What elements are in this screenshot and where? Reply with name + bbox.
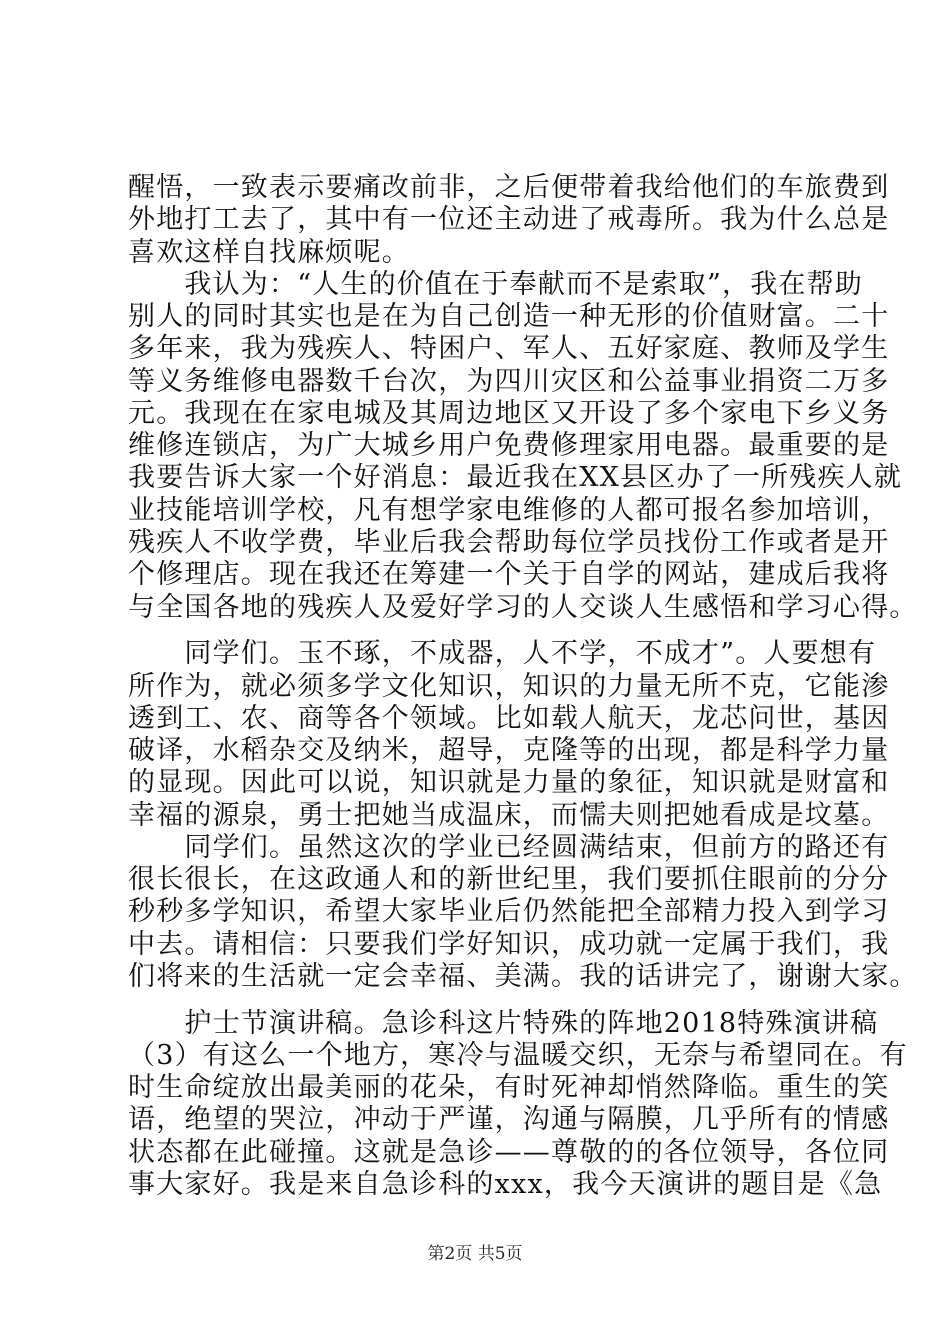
text-line: 同学们。虽然这次的学业已经圆满结束，但前方的路还有 bbox=[128, 832, 890, 863]
text-line: 秒秒多学知识，希望大家毕业后仍然能把全部精力投入到学习 bbox=[128, 896, 890, 927]
text-line: 残疾人不收学费，毕业后我会帮助每位学员找份工作或者是开 bbox=[128, 527, 890, 558]
text-line: 个修理店。现在我还在筹建一个关于自学的网站，建成后我将 bbox=[128, 559, 890, 590]
text-line: 所作为，就必须多学文化知识，知识的力量无所不克，它能渗 bbox=[128, 671, 890, 702]
text-line: 等义务维修电器数千台次，为四川灾区和公益事业捐资二万多 bbox=[128, 366, 890, 397]
text-line: 业技能培训学校，凡有想学家电维修的人都可报名参加培训， bbox=[128, 495, 890, 526]
text-line: 中去。请相信：只要我们学好知识，成功就一定属于我们，我 bbox=[128, 929, 890, 960]
page-number-footer: 第2页 共5页 bbox=[427, 1244, 523, 1264]
text-line: 同学们。玉不琢，不成器，人不学，不成才”。人要想有 bbox=[128, 638, 877, 669]
text-line: 维修连锁店，为广大城乡用户免费修理家用电器。最重要的是 bbox=[128, 430, 890, 461]
text-line: 喜欢这样自找麻烦呢。 bbox=[128, 237, 410, 268]
text-line: 状态都在此碰撞。这就是急诊——尊敬的的各位领导，各位同 bbox=[128, 1137, 890, 1168]
text-line: 破译，水稻杂交及纳米，超导，克隆等的出现，都是科学力量 bbox=[128, 735, 890, 766]
text-line: 们将来的生活就一定会幸福、美满。我的话讲完了，谢谢大家。 bbox=[128, 961, 918, 992]
text-line: 我认为：“人生的价值在于奉献而不是索取”，我在帮助 bbox=[128, 269, 864, 300]
text-line: 与全国各地的残疾人及爱好学习的人交谈人生感悟和学习心得。 bbox=[128, 592, 918, 623]
text-line: 事大家好。我是来自急诊科的xxx，我今天演讲的题目是《急 bbox=[128, 1169, 883, 1200]
text-line: 的显现。因此可以说，知识就是力量的象征，知识就是财富和 bbox=[128, 767, 890, 798]
text-line: 语，绝望的哭泣，冲动于严谨，沟通与隔膜，几乎所有的情感 bbox=[128, 1104, 890, 1135]
text-line: 很长很长，在这政通人和的新世纪里，我们要抓住眼前的分分 bbox=[128, 864, 890, 895]
text-line: 多年来，我为残疾人、特困户、军人、五好家庭、教师及学生 bbox=[128, 333, 890, 364]
text-line: （3）有这么一个地方，寒冷与温暖交织，无奈与希望同在。有 bbox=[128, 1040, 908, 1071]
text-line: 幸福的源泉，勇士把她当成温床，而懦夫则把她看成是坟墓。 bbox=[128, 800, 890, 831]
text-line: 透到工、农、商等各个领域。比如载人航天，龙芯问世，基因 bbox=[128, 703, 890, 734]
text-line: 时生命绽放出最美丽的花朵，有时死神却悄然降临。重生的笑 bbox=[128, 1072, 890, 1103]
text-line: 护士节演讲稿。急诊科这片特殊的阵地2018特殊演讲稿 bbox=[128, 1008, 879, 1039]
text-line: 我要告诉大家一个好消息：最近我在XX县区办了一所残疾人就 bbox=[128, 462, 903, 493]
text-line: 醒悟，一致表示要痛改前非，之后便带着我给他们的车旅费到 bbox=[128, 172, 890, 203]
text-line: 别人的同时其实也是在为自己创造一种无形的价值财富。二十 bbox=[128, 301, 890, 332]
text-line: 外地打工去了，其中有一位还主动进了戒毒所。我为什么总是 bbox=[128, 204, 890, 235]
text-line: 元。我现在在家电城及其周边地区又开设了多个家电下乡义务 bbox=[128, 398, 890, 429]
